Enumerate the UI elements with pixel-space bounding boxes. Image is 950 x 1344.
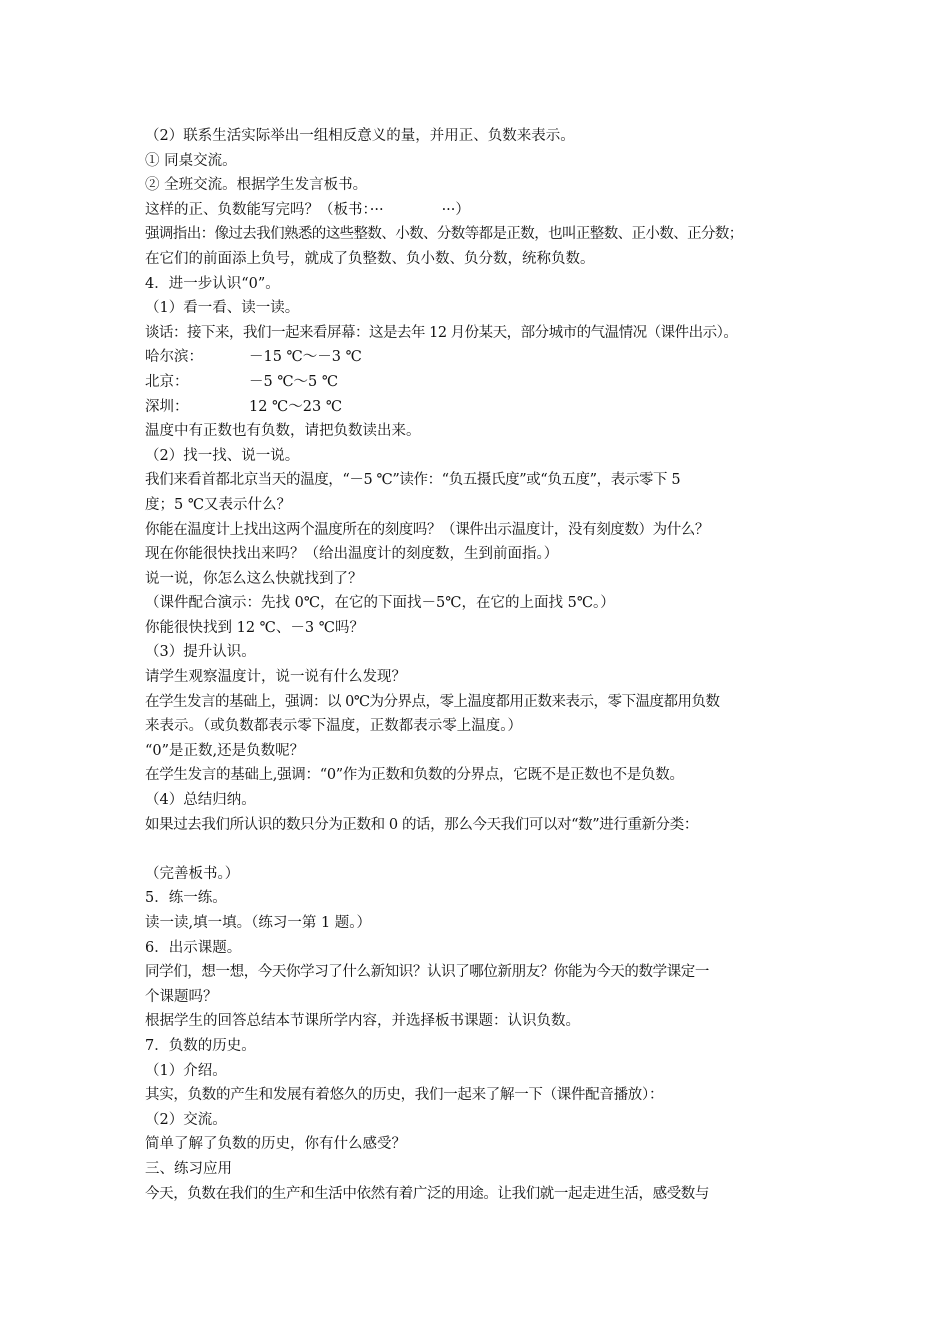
text-line: “0”是正数,还是负数呢？ bbox=[145, 742, 305, 759]
text-line: 在学生发言的基础上，强调：以 0℃为分界点，零上温度都用正数来表示，零下温度都用负数 bbox=[145, 693, 720, 710]
text-line: 个课题吗？ bbox=[145, 988, 218, 1005]
text-line: 你能在温度计上找出这两个温度所在的刻度吗？（课件出示温度计，没有刻度数）为什么？ bbox=[145, 521, 709, 538]
text-line: 我们来看首都北京当天的温度，“－5 ℃”读作：“负五摄氏度”或“负五度”，表示零下 5 bbox=[145, 472, 681, 489]
text-line: （2）交流。 bbox=[145, 1111, 227, 1128]
text-line: ② 全班交流。根据学生发言板书。 bbox=[145, 177, 368, 194]
text-line: 来表示。（或负数都表示零下温度，正数都表示零上温度。） bbox=[145, 718, 522, 735]
text-line: （课件配合演示：先找 0℃，在它的下面找－5℃，在它的上面找 5℃。） bbox=[145, 595, 615, 612]
temperature-range: －5 ℃～5 ℃ bbox=[249, 373, 339, 390]
text-line: 读一读,填一填。（练习一第 1 题。） bbox=[145, 915, 372, 931]
text-line: 在学生发言的基础上,强调：“0”作为正数和负数的分界点，它既不是正数也不是负数。 bbox=[145, 767, 684, 784]
text-line: 度；5 ℃又表示什么？ bbox=[145, 496, 292, 513]
temperature-row bbox=[145, 345, 817, 370]
temperature-row bbox=[145, 395, 817, 420]
text-line: ① 同桌交流。 bbox=[145, 152, 237, 169]
text-line: （1）看一看、读一读。 bbox=[145, 300, 300, 317]
text-line: （3）提升认识。 bbox=[145, 644, 256, 661]
text-line: （1）介绍。 bbox=[145, 1062, 227, 1079]
temperature-city: 哈尔滨： bbox=[145, 349, 203, 366]
text-line: 其实，负数的产生和发展有着悠久的历史，我们一起来了解一下（课件配音播放）： bbox=[145, 1087, 664, 1104]
temperature-city: 深圳： bbox=[145, 398, 189, 415]
text-line: 根据学生的回答总结本节课所学内容，并选择板书课题：认识负数。 bbox=[145, 1013, 580, 1030]
text-line: （4）总结归纳。 bbox=[145, 792, 256, 809]
text-line: （2）联系生活实际举出一组相反意义的量，并用正、负数来表示。 bbox=[145, 128, 575, 144]
text-line: 现在你能很快找出来吗？（给出温度计的刻度数，生到前面指。） bbox=[145, 546, 559, 563]
text-line: （完善板书。） bbox=[145, 865, 240, 882]
text-line: 如果过去我们所认识的数只分为正数和 0 的话，那么今天我们可以对“数”进行重新分类： bbox=[145, 816, 698, 833]
text-line: 说一说，你怎么这么快就找到了？ bbox=[145, 570, 363, 587]
text-line: 请学生观察温度计，说一说有什么发现？ bbox=[145, 669, 406, 686]
temperature-range: 12 ℃～23 ℃ bbox=[249, 398, 343, 415]
section-heading: 5．练一练。 bbox=[145, 890, 227, 907]
text-line: 谈话：接下来，我们一起来看屏幕：这是去年 12 月份某天，部分城市的气温情况（课件出示）。 bbox=[145, 324, 738, 341]
text-line: 在它们的前面添上负号，就成了负整数、负小数、负分数，统称负数。 bbox=[145, 250, 595, 267]
text-line: 这样的正、负数能写完吗？（板书：··· ···） bbox=[145, 201, 470, 218]
text-line: 今天，负数在我们的生产和生活中依然有着广泛的用途。让我们就一起走进生活，感受数与 bbox=[145, 1185, 709, 1202]
text-line: 温度中有正数也有负数，请把负数读出来。 bbox=[145, 423, 421, 440]
text-line: 你能很快找到 12 ℃、－3 ℃吗？ bbox=[145, 619, 364, 636]
section-heading: 7．负数的历史。 bbox=[145, 1037, 256, 1054]
blank-line bbox=[145, 837, 817, 862]
temperature-row bbox=[145, 370, 817, 395]
temperature-range: －15 ℃～－3 ℃ bbox=[249, 349, 362, 366]
document-body bbox=[145, 124, 817, 1206]
section-heading: 4．进一步认识“0”。 bbox=[145, 275, 280, 292]
text-line: （2）找一找、说一说。 bbox=[145, 447, 300, 464]
text-line: 强调指出：像过去我们熟悉的这些整数、小数、分数等都是正数，也叫正整数、正小数、正分数； bbox=[145, 226, 743, 243]
temperature-city: 北京： bbox=[145, 373, 189, 390]
section-heading: 6．出示课题。 bbox=[145, 939, 242, 956]
text-line: 同学们，想一想，今天你学习了什么新知识？认识了哪位新朋友？你能为今天的数学课定一 bbox=[145, 964, 709, 981]
text-line: 简单了解了负数的历史，你有什么感受？ bbox=[145, 1136, 406, 1153]
section-heading: 三、练习应用 bbox=[145, 1160, 232, 1177]
